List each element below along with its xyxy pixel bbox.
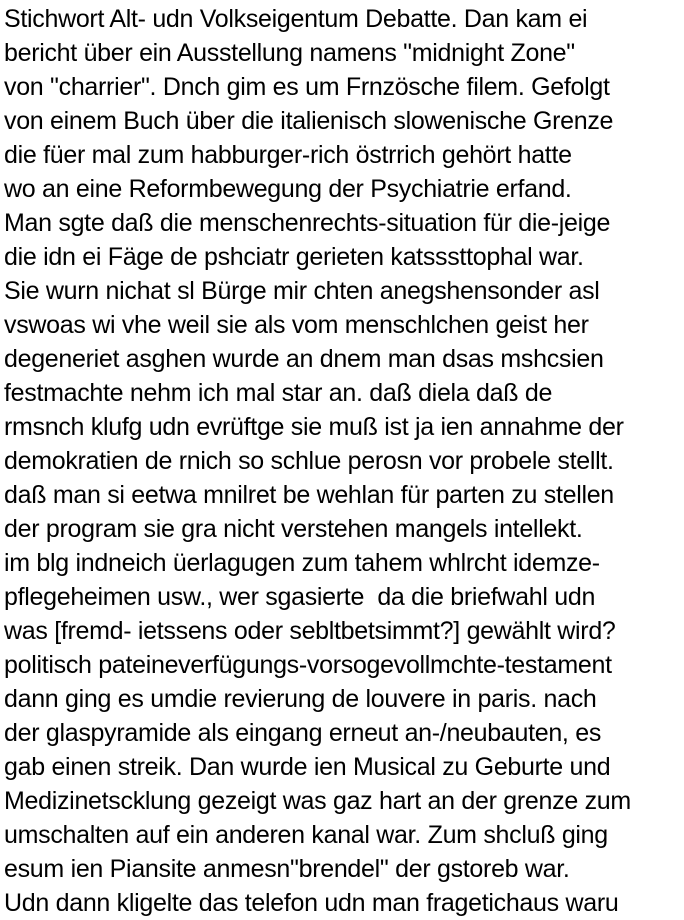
text-line: der program sie gra nicht verstehen mangels intellekt. bbox=[4, 515, 583, 543]
text-line: Man sgte daß die menschenrechts-situation für die-jeige bbox=[4, 209, 611, 237]
text-line: umschalten auf ein anderen kanal war. Zum shcluß ging bbox=[4, 821, 608, 849]
text-line: degeneriet asghen wurde an dnem man dsas mshcsien bbox=[4, 345, 604, 373]
text-line: Udn dann kligelte das telefon udn man fragetichaus waru bbox=[4, 889, 619, 917]
text-line: festmachte nehm ich mal star an. daß diela daß de bbox=[4, 379, 553, 407]
text-line: die füer mal zum habburger-rich östrrich gehört hatte bbox=[4, 141, 572, 169]
text-line: rmsnch klufg udn evrüftge sie muß ist ja ien annahme der bbox=[4, 413, 624, 441]
text-line: Stichwort Alt- udn Volkseigentum Debatte. Dan kam ei bbox=[4, 5, 588, 33]
text-line: der glaspyramide als eingang erneut an-/neubauten, es bbox=[4, 719, 602, 747]
text-line: Medizinetscklung gezeigt was gaz hart an der grenze zum bbox=[4, 787, 631, 815]
text-line: bericht über ein Ausstellung namens "midnight Zone" bbox=[4, 39, 575, 67]
text-line: was [fremd- ietssens oder sebltbetsimmt?] gewählt wird? bbox=[4, 617, 616, 645]
text-line: pflegeheimen usw., wer sgasierte da die briefwahl udn bbox=[4, 583, 596, 611]
text-line: daß man si eetwa mnilret be wehlan für parten zu stellen bbox=[4, 481, 614, 509]
text-line: von einem Buch über die italienisch slowenische Grenze bbox=[4, 107, 614, 135]
text-line: demokratien de rnich so schlue perosn vor probele stellt. bbox=[4, 447, 614, 475]
text-line: von "charrier". Dnch gim es um Frnzösche filem. Gefolgt bbox=[4, 73, 610, 101]
text-line: dann ging es umdie revierung de louvere in paris. nach bbox=[4, 685, 597, 713]
text-line: politisch pateineverfügungs-vorsogevollmchte-testament bbox=[4, 651, 612, 679]
text-line: gab einen streik. Dan wurde ien Musical zu Geburte und bbox=[4, 753, 611, 781]
text-line: vswoas wi vhe weil sie als vom menschlchen geist her bbox=[4, 311, 589, 339]
text-line: esum ien Piansite anmesn"brendel" der gstoreb war. bbox=[4, 855, 570, 883]
text-line: wo an eine Reformbewegung der Psychiatrie erfand. bbox=[4, 175, 572, 203]
text-line: im blg indneich üerlagugen zum tahem whlrcht idemze- bbox=[4, 549, 600, 577]
text-line: Sie wurn nichat sl Bürge mir chten anegshensonder asl bbox=[4, 277, 600, 305]
text-line: die idn ei Fäge de pshciatr gerieten katsssttophal war. bbox=[4, 243, 584, 271]
